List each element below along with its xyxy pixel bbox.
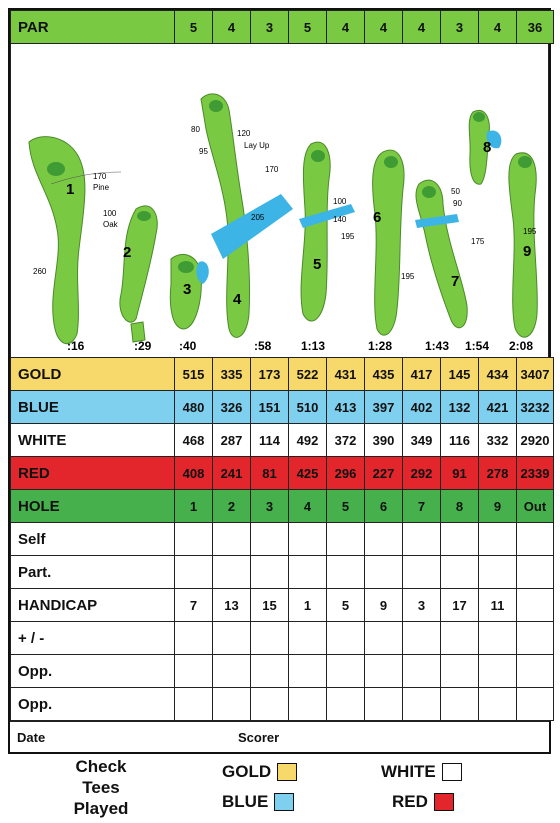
date-scorer-row [10,721,549,752]
red-tee-row [11,457,554,490]
par-cell: 3 [251,11,289,44]
yardage-marker-label: Lay Up [244,141,270,150]
hole-label: HOLE [11,490,175,523]
white-label: WHITE [11,424,175,457]
part-cell[interactable] [479,556,517,589]
yardage-table [10,357,554,721]
handicap-cell: 11 [479,589,517,622]
plusminus-cell[interactable] [213,622,251,655]
hole-number-label: 7 [451,273,460,290]
gold-cell: 335 [213,358,251,391]
red-cell: 408 [175,457,213,490]
par-cell: 4 [403,11,441,44]
hole-cell: Out [517,490,554,523]
yardage-marker-label: Oak [103,220,118,229]
gold-cell: 434 [479,358,517,391]
opp1-cell[interactable] [251,655,289,688]
plusminus-cell[interactable] [251,622,289,655]
handicap-cell [517,589,554,622]
red-cell: 292 [403,457,441,490]
part-cell[interactable] [517,556,554,589]
self-cell[interactable] [175,523,213,556]
plusminus-cell[interactable] [365,622,403,655]
part-cell[interactable] [251,556,289,589]
pace-time-label: :16 [67,339,85,353]
white-cell: 332 [479,424,517,457]
partner-score-row[interactable] [11,556,554,589]
opp2-cell[interactable] [403,688,441,721]
hole-number-label: 4 [233,291,242,308]
par-cell: 3 [441,11,479,44]
opponent-1-row[interactable] [11,655,554,688]
pace-time-label: 1:43 [425,339,450,353]
blue-checkbox[interactable] [274,793,294,811]
yardage-marker-label: 260 [33,267,47,276]
hole-number-row [11,490,554,523]
handicap-cell: 15 [251,589,289,622]
opp1-cell[interactable] [175,655,213,688]
opp1-cell[interactable] [289,655,327,688]
handicap-cell: 7 [175,589,213,622]
blue-cell: 510 [289,391,327,424]
handicap-cell: 3 [403,589,441,622]
opp2-cell[interactable] [365,688,403,721]
plusminus-cell[interactable] [517,622,554,655]
blue-cell: 480 [175,391,213,424]
opp1-cell[interactable] [479,655,517,688]
par-cell: 4 [365,11,403,44]
blue-cell: 413 [327,391,365,424]
par-cell: 4 [479,11,517,44]
opponent-2-label: Opp. [11,688,175,721]
hole-1-shape [29,137,121,344]
scorer-label: Scorer [238,730,280,745]
self-cell[interactable] [365,523,403,556]
check-line-3: Played [73,799,129,818]
legend-blue-label: BLUE [222,792,269,811]
yardage-marker-label: 195 [341,232,355,241]
hole-layout-illustration [11,44,552,357]
legend-gold-label: GOLD [222,762,272,781]
yardage-marker-label: 50 [451,187,460,196]
gold-label: GOLD [11,358,175,391]
legend-red-label: RED [392,792,428,811]
hole-cell: 5 [327,490,365,523]
opp2-cell[interactable] [213,688,251,721]
yardage-marker-label: 100 [103,209,117,218]
gold-cell: 3407 [517,358,554,391]
hole-cell: 9 [479,490,517,523]
self-cell[interactable] [517,523,554,556]
hole-number-label: 8 [483,139,492,156]
yardage-marker-label: 80 [191,125,200,134]
par-cell: 4 [213,11,251,44]
hole-cell: 8 [441,490,479,523]
hole-cell: 2 [213,490,251,523]
pace-time-label: :40 [179,339,197,353]
par-row [11,11,554,44]
opp2-cell[interactable] [289,688,327,721]
handicap-cell: 1 [289,589,327,622]
hole-6-shape [373,150,404,335]
opp2-cell[interactable] [441,688,479,721]
opp1-cell[interactable] [365,655,403,688]
opp1-cell[interactable] [441,655,479,688]
blue-cell: 151 [251,391,289,424]
white-cell: 390 [365,424,403,457]
white-cell: 116 [441,424,479,457]
white-cell: 492 [289,424,327,457]
plusminus-cell[interactable] [479,622,517,655]
opp1-cell[interactable] [403,655,441,688]
gold-cell: 173 [251,358,289,391]
opp2-cell[interactable] [251,688,289,721]
yardage-marker-label: 140 [333,215,347,224]
part-cell[interactable] [327,556,365,589]
yardage-marker-label: 100 [333,197,347,206]
opponent-1-label: Opp. [11,655,175,688]
red-label: RED [11,457,175,490]
white-cell: 2920 [517,424,554,457]
blue-cell: 132 [441,391,479,424]
opp2-cell[interactable] [517,688,554,721]
white-cell: 287 [213,424,251,457]
handicap-label: HANDICAP [11,589,175,622]
plus-minus-label: + / - [11,622,175,655]
pace-time-label: 2:08 [509,339,534,353]
gold-cell: 522 [289,358,327,391]
blue-label: BLUE [11,391,175,424]
blue-cell: 402 [403,391,441,424]
self-cell[interactable] [289,523,327,556]
par-cell: 5 [289,11,327,44]
yardage-marker-label: 175 [471,237,485,246]
red-cell: 296 [327,457,365,490]
handicap-row [11,589,554,622]
par-label: PAR [11,11,175,44]
gold-cell: 435 [365,358,403,391]
legend-gold [222,762,297,782]
hole-number-label: 2 [123,244,132,261]
check-tees-played-label [62,756,140,819]
scorecard [8,8,551,754]
yardage-marker-label: 205 [251,213,265,222]
hole-number-label: 9 [523,243,532,260]
handicap-cell: 13 [213,589,251,622]
gold-cell: 145 [441,358,479,391]
hole-number-label: 6 [373,209,382,226]
pace-time-label: :58 [254,339,272,353]
self-cell[interactable] [403,523,441,556]
red-cell: 227 [365,457,403,490]
hole-2-shape [120,206,157,342]
opp1-cell[interactable] [213,655,251,688]
opp2-cell[interactable] [175,688,213,721]
check-line-1: Check [75,757,127,776]
red-cell: 278 [479,457,517,490]
opp1-cell[interactable] [517,655,554,688]
plusminus-cell[interactable] [175,622,213,655]
self-cell[interactable] [479,523,517,556]
par-table [10,10,554,44]
hole-cell: 1 [175,490,213,523]
red-checkbox[interactable] [434,793,454,811]
opponent-2-row[interactable] [11,688,554,721]
part-cell[interactable] [403,556,441,589]
red-cell: 81 [251,457,289,490]
white-cell: 468 [175,424,213,457]
self-cell[interactable] [327,523,365,556]
part-cell[interactable] [365,556,403,589]
hole-cell: 3 [251,490,289,523]
blue-cell: 326 [213,391,251,424]
white-tee-row [11,424,554,457]
white-checkbox[interactable] [442,763,462,781]
legend-white [381,762,462,782]
plusminus-cell[interactable] [327,622,365,655]
handicap-cell: 5 [327,589,365,622]
yardage-marker-label: 170 [93,172,107,181]
self-cell[interactable] [441,523,479,556]
pace-time-label: 1:54 [465,339,490,353]
opp2-cell[interactable] [479,688,517,721]
opp2-cell[interactable] [327,688,365,721]
plusminus-cell[interactable] [403,622,441,655]
gold-cell: 515 [175,358,213,391]
legend-blue [222,792,294,812]
part-cell[interactable] [441,556,479,589]
legend-red [392,792,454,812]
par-cell: 36 [517,11,554,44]
hole-number-label: 1 [66,181,75,198]
pace-time-label: 1:13 [301,339,326,353]
plusminus-cell[interactable] [289,622,327,655]
pace-time-label: 1:28 [368,339,393,353]
hole-cell: 4 [289,490,327,523]
yardage-marker-label: 90 [453,199,462,208]
yardage-marker-label: 195 [401,272,415,281]
par-cell: 5 [175,11,213,44]
gold-cell: 417 [403,358,441,391]
blue-cell: 3232 [517,391,554,424]
self-cell[interactable] [213,523,251,556]
blue-cell: 421 [479,391,517,424]
plus-minus-row[interactable] [11,622,554,655]
hole-number-label: 5 [313,256,322,273]
red-cell: 241 [213,457,251,490]
hole-cell: 7 [403,490,441,523]
gold-checkbox[interactable] [277,763,297,781]
blue-tee-row [11,391,554,424]
yardage-marker-label: 95 [199,147,208,156]
handicap-cell: 17 [441,589,479,622]
red-cell: 2339 [517,457,554,490]
red-cell: 91 [441,457,479,490]
date-label: Date [17,730,46,745]
yardage-marker-label: 170 [265,165,279,174]
part-cell[interactable] [289,556,327,589]
opp1-cell[interactable] [327,655,365,688]
hole-number-label: 3 [183,281,192,298]
yardage-marker-label: 195 [523,227,537,236]
self-label: Self [11,523,175,556]
self-cell[interactable] [251,523,289,556]
yardage-marker-label: Pine [93,183,110,192]
handicap-cell: 9 [365,589,403,622]
partner-label: Part. [11,556,175,589]
white-cell: 372 [327,424,365,457]
gold-tee-row [11,358,554,391]
pace-time-label: :29 [134,339,152,353]
red-cell: 425 [289,457,327,490]
yardage-marker-label: 120 [237,129,251,138]
tees-played-legend [0,752,560,823]
part-cell[interactable] [213,556,251,589]
self-score-row[interactable] [11,523,554,556]
par-cell: 4 [327,11,365,44]
check-line-2: Tees [82,778,120,797]
white-cell: 349 [403,424,441,457]
plusminus-cell[interactable] [441,622,479,655]
legend-white-label: WHITE [381,762,436,781]
part-cell[interactable] [175,556,213,589]
white-cell: 114 [251,424,289,457]
blue-cell: 397 [365,391,403,424]
hole-cell: 6 [365,490,403,523]
gold-cell: 431 [327,358,365,391]
course-map [10,44,549,357]
